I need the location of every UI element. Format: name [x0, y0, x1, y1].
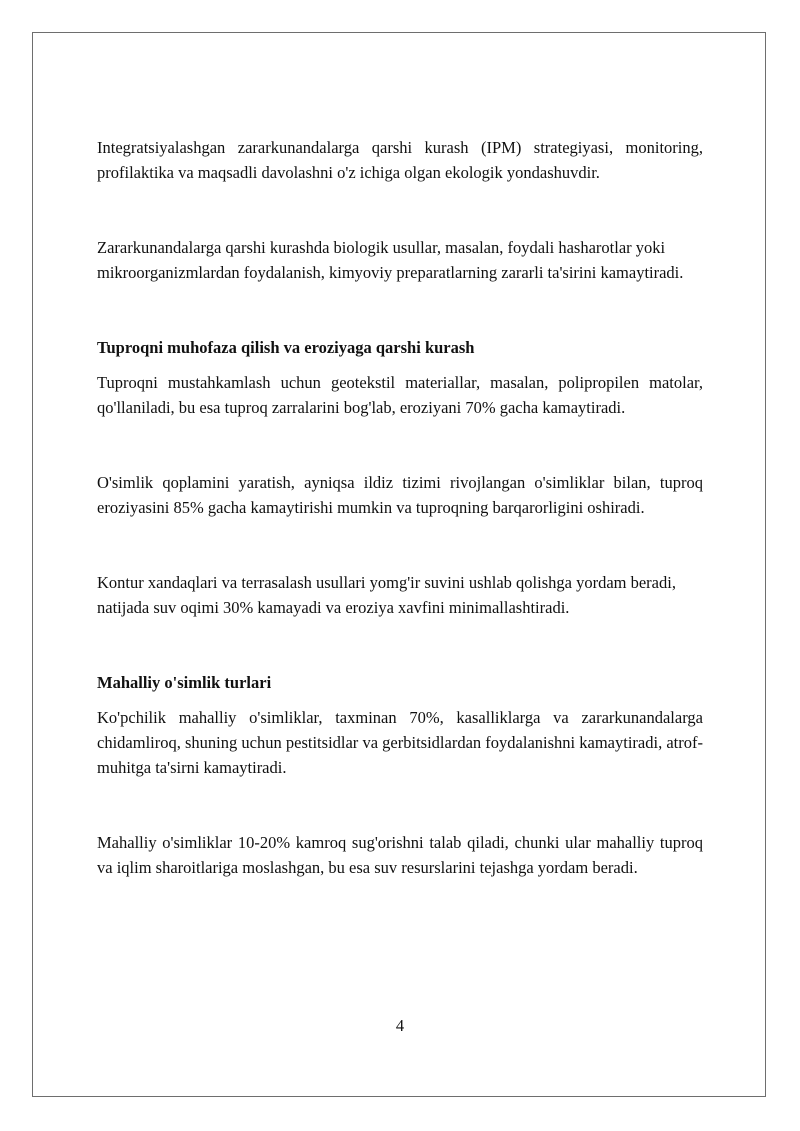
paragraph-plant-cover: O'simlik qoplamini yaratish, ayniqsa ildiz tizimi rivojlangan o'simliklar bilan, tuproq eroziyasini 85% gacha kamaytirishi mumkin va tuproqning barqarorligini oshiradi. [97, 473, 703, 517]
section-heading-native-plants: Mahalliy o'simlik turlari [97, 673, 272, 692]
paragraph-biological-methods: Zararkunandalarga qarshi kurashda biologik usullar, masalan, foydali hasharotlar yoki mikroorganizmlardan foydalanish, kimyoviy preparatlarning zararli ta'sirini kamaytiradi. [97, 238, 684, 282]
paragraph-geotextile: Tuproqni mustahkamlash uchun geotekstil materiallar, masalan, polipropilen matolar, qo'llaniladi, bu esa tuproq zarralarini bog'lab, eroziyani 70% gacha kamaytiradi. [97, 373, 703, 417]
paragraph-contour-trenches: Kontur xandaqlari va terrasalash usullari yomg'ir suvini ushlab qolishga yordam beradi, natijada suv oqimi 30% kamayadi va eroziya xavfini minimallashtiradi. [97, 573, 676, 617]
paragraph-ipm-strategy: Integratsiyalashgan zararkunandalarga qarshi kurash (IPM) strategiyasi, monitoring, profilaktika va maqsadli davolashni o'z ichiga olgan ekologik yondashuvdir. [97, 138, 703, 182]
section-heading-soil-protection: Tuproqni muhofaza qilish va eroziyaga qarshi kurash [97, 338, 475, 357]
paragraph-native-plant-irrigation: Mahalliy o'simliklar 10-20% kamroq sug'orishni talab qiladi, chunki ular mahalliy tuproq va iqlim sharoitlariga moslashgan, bu esa suv resurslarini tejashga yordam beradi. [97, 833, 703, 877]
document-body [97, 135, 703, 880]
page-number: 4 [395, 1016, 405, 1035]
paragraph-native-plant-resistance: Ko'pchilik mahalliy o'simliklar, taxminan 70%, kasalliklarga va zararkunandalarga chidamliroq, shuning uchun pestitsidlar va gerbitsidlardan foydalanishni kamaytiradi, atrof-muhitga ta'sirni kamaytiradi. [97, 708, 703, 777]
